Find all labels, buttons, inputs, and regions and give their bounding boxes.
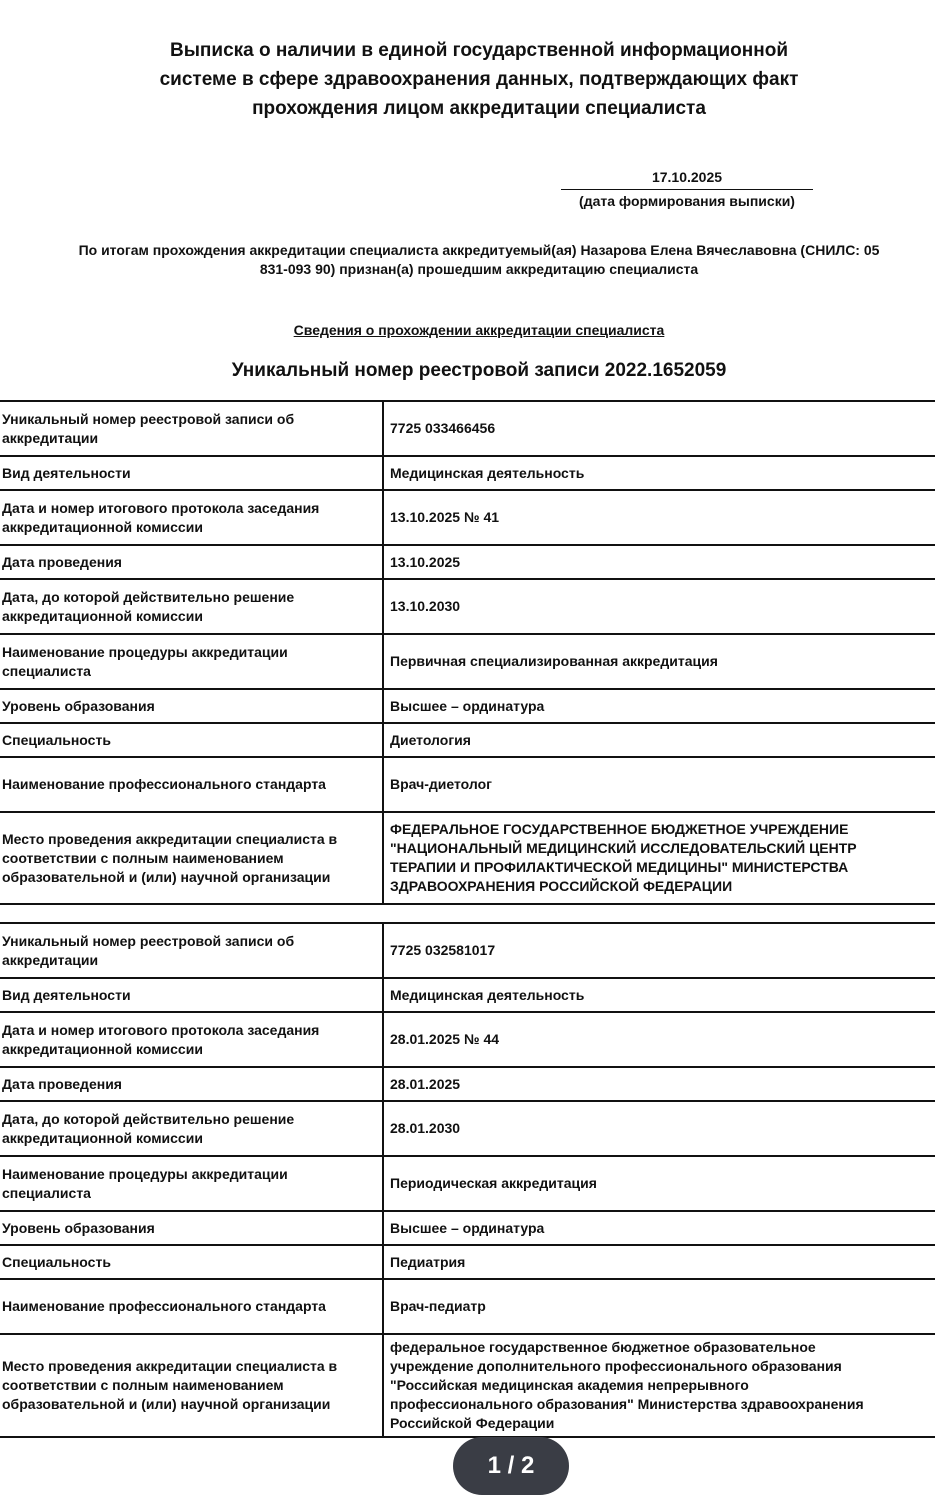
row-value: 28.01.2025 № 44 [383,1012,935,1067]
row-label: Наименование процедуры аккредитации специалиста [0,634,383,689]
row-label: Специальность [0,1245,383,1279]
row-label: Вид деятельности [0,978,383,1012]
table-row [0,1279,935,1334]
table-row [0,723,935,757]
table-row [0,401,935,456]
page-indicator[interactable]: 1 / 2 [453,1437,569,1495]
table-row [0,1156,935,1211]
intro-line: 831-093 90) признан(а) прошедшим аккредитацию специалиста [259,261,699,277]
row-value: 7725 033466456 [383,401,935,456]
row-value: Периодическая аккредитация [383,1156,935,1211]
row-value: Медицинская деятельность [383,978,935,1012]
document-title [0,36,935,123]
row-label: Вид деятельности [0,456,383,490]
row-label: Специальность [0,723,383,757]
generation-date-caption: (дата формирования выписки) [579,193,795,209]
row-label: Уникальный номер реестровой записи об аккредитации [0,923,383,978]
row-label: Дата проведения [0,1067,383,1101]
row-value: 28.01.2025 [383,1067,935,1101]
table-row [0,579,935,634]
row-value: Диетология [383,723,935,757]
intro-paragraph [0,241,935,279]
row-value: 13.10.2030 [383,579,935,634]
title-line: Выписка о наличии в единой государственной информационной [169,40,789,61]
table-row [0,1211,935,1245]
section-heading: Сведения о прохождении аккредитации специалиста [293,322,665,338]
row-label: Уровень образования [0,1211,383,1245]
row-label: Наименование процедуры аккредитации специалиста [0,1156,383,1211]
accreditation-table-1 [0,400,935,905]
row-label: Дата проведения [0,545,383,579]
row-value: Высшее – ординатура [383,689,935,723]
title-line: системе в сфере здравоохранения данных, подтверждающих факт [159,69,799,90]
row-value: федеральное государственное бюджетное образовательное учреждение дополнительного профессионального образования "Российская медицинская академия непрерывного профессионального образования" Министерства здравоохранения Российской Федерации [383,1334,935,1437]
table-row [0,978,935,1012]
row-value: 7725 032581017 [383,923,935,978]
row-value: Педиатрия [383,1245,935,1279]
table-body [0,401,935,904]
intro-line: По итогам прохождения аккредитации специалиста аккредитуемый(ая) Назарова Елена Вячеславовна (СНИЛС: 05 [78,242,880,258]
row-label: Наименование профессионального стандарта [0,757,383,812]
row-label: Уникальный номер реестровой записи об аккредитации [0,401,383,456]
row-label: Дата, до которой действительно решение аккредитационной комиссии [0,579,383,634]
row-label: Дата и номер итогового протокола заседания аккредитационной комиссии [0,490,383,545]
row-value: Высшее – ординатура [383,1211,935,1245]
table-row [0,1101,935,1156]
row-label: Дата и номер итогового протокола заседания аккредитационной комиссии [0,1012,383,1067]
row-value: 28.01.2030 [383,1101,935,1156]
row-value: Врач-педиатр [383,1279,935,1334]
row-value: ФЕДЕРАЛЬНОЕ ГОСУДАРСТВЕННОЕ БЮДЖЕТНОЕ УЧРЕЖДЕНИЕ "НАЦИОНАЛЬНЫЙ МЕДИЦИНСКИЙ ИССЛЕДОВАТЕЛЬСКИЙ ЦЕНТР ТЕРАПИИ И ПРОФИЛАКТИЧЕСКОЙ МЕДИЦИНЫ" МИНИСТЕРСТВА ЗДРАВООХРАНЕНИЯ РОССИЙСКОЙ ФЕДЕРАЦИИ [383,812,935,904]
table-row [0,812,935,904]
table-body [0,923,935,1437]
table-row [0,923,935,978]
table-row [0,545,935,579]
row-value: Врач-диетолог [383,757,935,812]
table-row [0,1245,935,1279]
title-line: прохождения лицом аккредитации специалиста [252,98,706,119]
table-row [0,1012,935,1067]
registry-number: Уникальный номер реестровой записи 2022.1652059 [231,360,727,381]
table-row [0,757,935,812]
row-label: Наименование профессионального стандарта [0,1279,383,1334]
row-label: Место проведения аккредитации специалиста в соответствии с полным наименованием образовательной и (или) научной организации [0,1334,383,1437]
row-value: Медицинская деятельность [383,456,935,490]
accreditation-table-2 [0,922,935,1438]
table-row [0,490,935,545]
table-row [0,634,935,689]
row-label: Уровень образования [0,689,383,723]
date-block [561,168,813,210]
table-row [0,1067,935,1101]
generation-date: 17.10.2025 [561,168,813,190]
row-value: 13.10.2025 [383,545,935,579]
row-label: Место проведения аккредитации специалиста в соответствии с полным наименованием образовательной и (или) научной организации [0,812,383,904]
table-row [0,1334,935,1437]
row-label: Дата, до которой действительно решение аккредитационной комиссии [0,1101,383,1156]
row-value: 13.10.2025 № 41 [383,490,935,545]
row-value: Первичная специализированная аккредитация [383,634,935,689]
table-row [0,689,935,723]
table-row [0,456,935,490]
